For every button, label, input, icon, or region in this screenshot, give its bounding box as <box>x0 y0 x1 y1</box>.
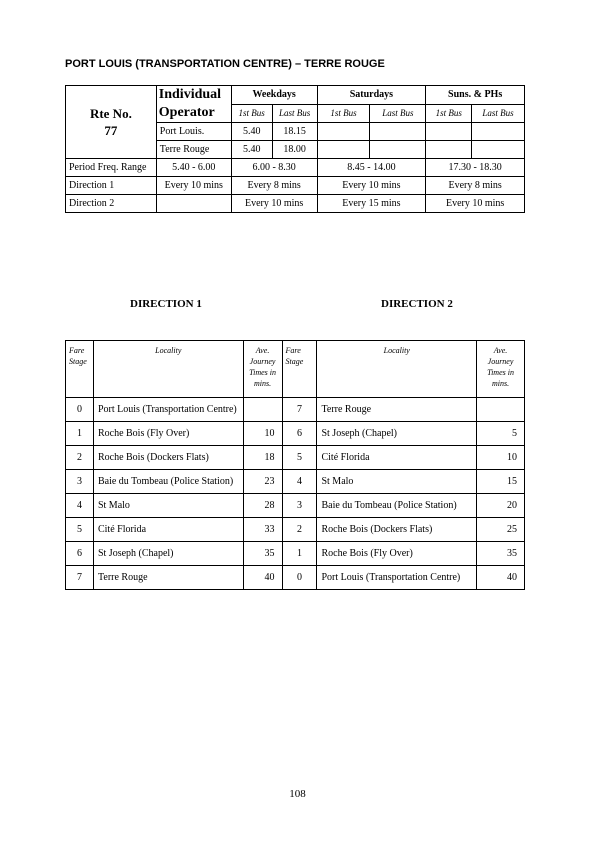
saturdays-first-bus-header: 1st Bus <box>317 104 370 123</box>
d1-fare-stage: 7 <box>66 566 94 590</box>
d2-locality: Roche Bois (Dockers Flats) <box>317 518 477 542</box>
operator-header <box>156 86 231 123</box>
weekdays-header: Weekdays <box>231 86 317 105</box>
d1-locality: Cité Florida <box>93 518 243 542</box>
table-row <box>66 542 525 566</box>
d1-journey-time <box>243 398 282 422</box>
d2-journey-time: 20 <box>477 494 525 518</box>
d2-locality-header: Locality <box>317 341 477 398</box>
empty-cell <box>426 123 472 141</box>
d2-locality: Cité Florida <box>317 446 477 470</box>
journey-header-line: Journey <box>249 357 276 366</box>
saturdays-last-bus-header: Last Bus <box>370 104 426 123</box>
weekday-last-time: 18.00 <box>272 141 317 159</box>
route-cell <box>66 86 157 159</box>
table-row <box>66 518 525 542</box>
d1-journey-header <box>243 341 282 398</box>
d1-journey-time: 35 <box>243 542 282 566</box>
schedule-table <box>65 85 525 213</box>
route-label: Rte No. <box>89 106 132 121</box>
empty-cell <box>317 141 370 159</box>
fare-header-line: Fare <box>285 346 301 355</box>
d2-fare-stage: 1 <box>282 542 317 566</box>
sundays-header: Suns. & PHs <box>426 86 525 105</box>
d2-journey-header <box>477 341 525 398</box>
table-row <box>66 566 525 590</box>
d1-fare-stage: 3 <box>66 470 94 494</box>
direction1-label: Direction 1 <box>66 177 157 195</box>
d2-locality: St Joseph (Chapel) <box>317 422 477 446</box>
freq-range-sundays: 17.30 - 18.30 <box>426 159 525 177</box>
d1-journey-time: 10 <box>243 422 282 446</box>
d1-fare-stage: 0 <box>66 398 94 422</box>
table-row <box>66 446 525 470</box>
route-number: 77 <box>104 123 118 138</box>
saturdays-header: Saturdays <box>317 86 426 105</box>
d2-fare-stage: 3 <box>282 494 317 518</box>
direction2-operator <box>156 195 231 213</box>
sundays-last-bus-header: Last Bus <box>472 104 525 123</box>
d2-journey-time <box>477 398 525 422</box>
d2-journey-time: 40 <box>477 566 525 590</box>
d1-locality: Terre Rouge <box>93 566 243 590</box>
d1-journey-time: 33 <box>243 518 282 542</box>
d2-journey-time: 5 <box>477 422 525 446</box>
d1-journey-time: 18 <box>243 446 282 470</box>
journey-header-line: Ave. <box>493 346 508 355</box>
empty-cell <box>426 141 472 159</box>
d1-fare-stage: 5 <box>66 518 94 542</box>
d2-fare-stage: 6 <box>282 422 317 446</box>
d1-locality: Roche Bois (Dockers Flats) <box>93 446 243 470</box>
d1-fare-stage-header <box>66 341 94 398</box>
empty-cell <box>370 123 426 141</box>
d2-locality: Roche Bois (Fly Over) <box>317 542 477 566</box>
d1-journey-time: 23 <box>243 470 282 494</box>
direction1-heading: DIRECTION 1 <box>130 298 202 310</box>
fare-header-line: Fare <box>69 346 85 355</box>
d2-locality: Port Louis (Transportation Centre) <box>317 566 477 590</box>
d1-locality: Port Louis (Transportation Centre) <box>93 398 243 422</box>
weekday-last-time: 18.15 <box>272 123 317 141</box>
freq-range-row <box>66 159 525 177</box>
weekdays-last-bus-header: Last Bus <box>272 104 317 123</box>
journey-header-line: mins. <box>254 379 272 388</box>
d2-locality: Terre Rouge <box>317 398 477 422</box>
journey-header-line: Times in <box>487 368 514 377</box>
direction2-heading: DIRECTION 2 <box>381 298 453 310</box>
journey-header-line: mins. <box>491 379 510 388</box>
d2-locality: Baie du Tombeau (Police Station) <box>317 494 477 518</box>
sundays-first-bus-header: 1st Bus <box>426 104 472 123</box>
d2-journey-time: 15 <box>477 470 525 494</box>
d1-fare-stage: 6 <box>66 542 94 566</box>
direction2-sundays: Every 10 mins <box>426 195 525 213</box>
empty-cell <box>317 123 370 141</box>
d1-fare-stage: 2 <box>66 446 94 470</box>
d2-fare-stage: 2 <box>282 518 317 542</box>
d1-journey-time: 40 <box>243 566 282 590</box>
direction2-row <box>66 195 525 213</box>
d2-locality: St Malo <box>317 470 477 494</box>
journey-header-line: Ave. <box>255 346 270 355</box>
d2-journey-time: 35 <box>477 542 525 566</box>
direction1-saturdays: Every 10 mins <box>317 177 426 195</box>
d2-fare-stage: 0 <box>282 566 317 590</box>
d2-fare-stage: 5 <box>282 446 317 470</box>
d1-fare-stage: 1 <box>66 422 94 446</box>
d1-locality: Roche Bois (Fly Over) <box>93 422 243 446</box>
stop-name: Terre Rouge <box>156 141 231 159</box>
stop-name: Port Louis. <box>156 123 231 141</box>
d2-journey-time: 25 <box>477 518 525 542</box>
direction1-operator: Every 10 mins <box>156 177 231 195</box>
table-row <box>66 494 525 518</box>
fare-header-line: Stage <box>69 357 87 366</box>
d2-journey-time: 10 <box>477 446 525 470</box>
d1-locality: St Joseph (Chapel) <box>93 542 243 566</box>
d1-locality-header: Locality <box>93 341 243 398</box>
weekdays-first-bus-header: 1st Bus <box>231 104 272 123</box>
weekday-first-time: 5.40 <box>231 141 272 159</box>
empty-cell <box>472 141 525 159</box>
empty-cell <box>370 141 426 159</box>
d2-fare-stage: 4 <box>282 470 317 494</box>
direction1-row <box>66 177 525 195</box>
journey-header-line: Journey <box>487 357 514 366</box>
direction2-label: Direction 2 <box>66 195 157 213</box>
operator-line1: Individual <box>158 87 222 102</box>
direction1-weekdays: Every 8 mins <box>231 177 317 195</box>
operator-line2: Operator <box>158 105 215 120</box>
direction2-saturdays: Every 15 mins <box>317 195 426 213</box>
freq-range-operator: 5.40 - 6.00 <box>156 159 231 177</box>
d2-fare-stage-header <box>282 341 317 398</box>
d1-locality: St Malo <box>93 494 243 518</box>
freq-range-saturdays: 8.45 - 14.00 <box>317 159 426 177</box>
table-row <box>66 470 525 494</box>
empty-cell <box>472 123 525 141</box>
d1-locality: Baie du Tombeau (Police Station) <box>93 470 243 494</box>
direction2-weekdays: Every 10 mins <box>231 195 317 213</box>
d2-fare-stage: 7 <box>282 398 317 422</box>
freq-range-label: Period Freq. Range <box>66 159 157 177</box>
direction-stages-table <box>65 340 525 590</box>
freq-range-weekdays: 6.00 - 8.30 <box>231 159 317 177</box>
fare-header-line: Stage <box>285 357 304 366</box>
table-row <box>66 422 525 446</box>
journey-header-line: Times in <box>249 368 277 377</box>
d1-fare-stage: 4 <box>66 494 94 518</box>
page-title: PORT LOUIS (TRANSPORTATION CENTRE) – TERRE ROUGE <box>65 58 385 70</box>
weekday-first-time: 5.40 <box>231 123 272 141</box>
page-number: 108 <box>289 788 306 800</box>
direction1-sundays: Every 8 mins <box>426 177 525 195</box>
d1-journey-time: 28 <box>243 494 282 518</box>
table-row <box>66 398 525 422</box>
